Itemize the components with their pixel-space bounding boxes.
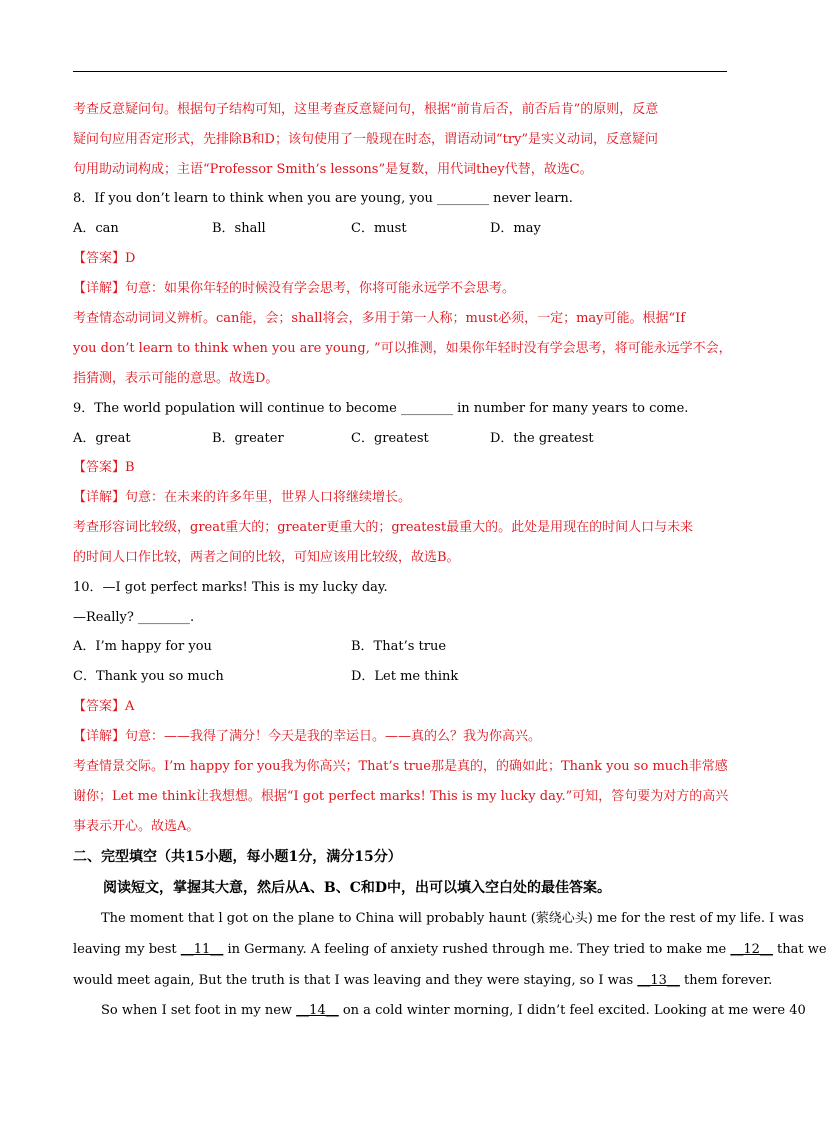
q9-answer: 【答案】B — [73, 460, 135, 475]
blank-11: __11__ — [180, 942, 224, 957]
passage-text: So when I set foot in my new — [101, 1003, 297, 1018]
passage-text: would meet again, But the truth is that I was leaving and they were staying, so I was — [73, 973, 638, 988]
q10-option-c: C．Thank you so much — [73, 669, 224, 684]
q9-detail: 【详解】句意：在未来的许多年里，世界人口将继续增长。 — [73, 490, 412, 505]
q8-answer: 【答案】D — [73, 251, 136, 266]
q8-option-a: A．can — [73, 221, 119, 236]
section-heading: 二、完型填空（共15小题，每小题1分，满分15分） — [73, 849, 402, 865]
passage-p1-line-3 — [73, 972, 772, 990]
q10-analysis-line-1: 考查情景交际。I’m happy for you我为你高兴；That’s true那是真的，的确如此；Thank you so much非常感 — [73, 759, 728, 774]
prev-explanation-line-2: 疑问句应用否定形式，先排除B和D；该句使用了一般现在时态，谓语动词“try”是实义动词，反意疑问 — [73, 132, 659, 147]
q8-option-c: C．must — [351, 221, 407, 236]
passage-text: leaving my best — [73, 942, 181, 957]
blank-13: __13__ — [637, 973, 680, 988]
q10-analysis-line-2: 谢你；Let me think让我想想。根据“I got perfect marks! This is my lucky day.”可知，答句要为对方的高兴 — [73, 789, 729, 804]
passage-text: them forever. — [679, 973, 773, 988]
prev-explanation-line-1: 考查反意疑问句。根据句子结构可知，这里考查反意疑问句，根据“前肯后否，前否后肯”的原则，反意 — [73, 102, 659, 117]
passage-p2-line-1 — [101, 1002, 806, 1020]
q9-option-a: A．great — [73, 431, 131, 446]
q9-option-b: B．greater — [212, 431, 284, 446]
header-rule — [73, 71, 727, 72]
passage-text: that we — [772, 942, 827, 957]
q8-analysis-line-2: you don’t learn to think when you are young, ”可以推测，如果你年轻时没有学会思考，将可能永远学不会， — [73, 341, 732, 356]
q8-stem: 8．If you don’t learn to think when you are young, you ________ never learn. — [73, 191, 573, 206]
q10-stem-line-1: 10．—I got perfect marks! This is my lucky day. — [73, 580, 388, 595]
q9-stem: 9．The world population will continue to become ________ in number for many years to come. — [73, 401, 689, 416]
q9-analysis-line-2: 的时间人口作比较，两者之间的比较，可知应该用比较级，故选B。 — [73, 550, 460, 565]
section-instruction: 阅读短文，掌握其大意，然后从A、B、C和D中，出可以填入空白处的最佳答案。 — [103, 880, 611, 896]
passage-text: in Germany. A feeling of anxiety rushed through me. They tried to make me — [223, 942, 731, 957]
q8-detail: 【详解】句意：如果你年轻的时候没有学会思考，你将可能永远学不会思考。 — [73, 281, 516, 296]
passage-p1-line-2 — [73, 941, 827, 959]
blank-14: __14__ — [296, 1003, 339, 1018]
q10-stem-line-2: —Really? ________. — [73, 610, 195, 625]
q10-option-b: B．That’s true — [351, 639, 447, 654]
q8-analysis-line-1: 考查情态动词词义辨析。can能，会；shall将会，多用于第一人称；must必须，一定；may可能。根据“If — [73, 311, 686, 326]
q8-analysis-line-3: 指猜测，表示可能的意思。故选D。 — [73, 371, 279, 386]
passage-p1-line-1: The moment that l got on the plane to China will probably haunt (萦绕心头) me for the rest of my life. I was — [101, 911, 804, 926]
passage-text: on a cold winter morning, I didn’t feel excited. Looking at me were 40 — [338, 1003, 806, 1018]
q10-option-a: A．I’m happy for you — [73, 639, 212, 654]
prev-explanation-line-3: 句用助动词构成；主语“Professor Smith’s lessons”是复数，用代词they代替，故选C。 — [73, 162, 593, 177]
q9-option-d: D．the greatest — [490, 431, 594, 446]
q8-option-b: B．shall — [212, 221, 266, 236]
q10-analysis-line-3: 事表示开心。故选A。 — [73, 819, 200, 834]
q10-detail: 【详解】句意：——我得了满分！今天是我的幸运日。——真的么？我为你高兴。 — [73, 729, 542, 744]
q10-option-d: D．Let me think — [351, 669, 459, 684]
q9-option-c: C．greatest — [351, 431, 429, 446]
q10-answer: 【答案】A — [73, 699, 135, 714]
q8-option-d: D．may — [490, 221, 541, 236]
q9-analysis-line-1: 考查形容词比较级，great重大的；greater更重大的；greatest最重大的。此处是用现在的时间人口与未来 — [73, 520, 694, 535]
blank-12: __12__ — [730, 942, 773, 957]
